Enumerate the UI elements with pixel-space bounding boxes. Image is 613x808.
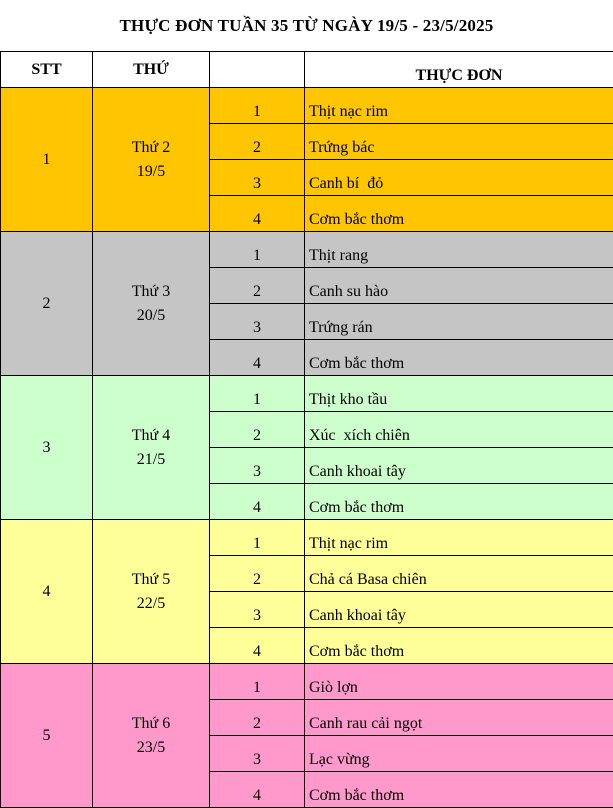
stt-cell: 4 (1, 520, 93, 664)
table-row (1, 88, 613, 124)
item-number: 1 (210, 664, 305, 700)
dish-name: Trứng bác (305, 124, 613, 160)
stt-cell: 1 (1, 88, 93, 232)
day-name: Thứ 2 (93, 136, 209, 160)
item-number: 4 (210, 196, 305, 232)
day-date: 22/5 (93, 592, 209, 616)
dish-name: Cơm bắc thơm (305, 340, 613, 376)
dish-name: Xúc xích chiên (305, 412, 613, 448)
stt-cell: 2 (1, 232, 93, 376)
day-cell (93, 664, 210, 808)
day-cell (93, 232, 210, 376)
day-date: 21/5 (93, 448, 209, 472)
item-number: 2 (210, 700, 305, 736)
dish-name: Canh khoai tây (305, 592, 613, 628)
header-menu: THỰC ĐƠN (305, 52, 613, 88)
dish-name: Trứng rán (305, 304, 613, 340)
dish-name: Canh khoai tây (305, 448, 613, 484)
item-number: 4 (210, 340, 305, 376)
day-name: Thứ 4 (93, 424, 209, 448)
table-row (1, 664, 613, 700)
item-number: 4 (210, 628, 305, 664)
dish-name: Giò lợn (305, 664, 613, 700)
dish-name: Cơm bắc thơm (305, 772, 613, 808)
item-number: 2 (210, 268, 305, 304)
item-number: 1 (210, 232, 305, 268)
item-number: 3 (210, 592, 305, 628)
dish-name: Cơm bắc thơm (305, 484, 613, 520)
dish-name: Canh bí đỏ (305, 160, 613, 196)
stt-cell: 3 (1, 376, 93, 520)
dish-name: Thịt nạc rim (305, 520, 613, 556)
menu-table (0, 51, 613, 808)
item-number: 2 (210, 124, 305, 160)
item-number: 3 (210, 448, 305, 484)
header-day: THỨ (93, 52, 210, 88)
day-name: Thứ 6 (93, 712, 209, 736)
dish-name: Cơm bắc thơm (305, 628, 613, 664)
dish-name: Chả cá Basa chiên (305, 556, 613, 592)
day-name: Thứ 3 (93, 280, 209, 304)
table-row (1, 232, 613, 268)
header-row (1, 52, 613, 88)
item-number: 1 (210, 520, 305, 556)
table-row (1, 376, 613, 412)
header-number (210, 52, 305, 88)
item-number: 4 (210, 772, 305, 808)
page-title: THỰC ĐƠN TUẦN 35 TỪ NGÀY 19/5 - 23/5/2025 (0, 0, 613, 51)
item-number: 1 (210, 376, 305, 412)
day-date: 20/5 (93, 304, 209, 328)
item-number: 2 (210, 556, 305, 592)
menu-body (1, 88, 613, 808)
stt-cell: 5 (1, 664, 93, 808)
item-number: 3 (210, 160, 305, 196)
item-number: 1 (210, 88, 305, 124)
day-cell (93, 88, 210, 232)
day-cell (93, 520, 210, 664)
dish-name: Canh su hào (305, 268, 613, 304)
dish-name: Thịt nạc rim (305, 88, 613, 124)
item-number: 2 (210, 412, 305, 448)
dish-name: Thịt rang (305, 232, 613, 268)
item-number: 3 (210, 304, 305, 340)
table-row (1, 520, 613, 556)
dish-name: Thịt kho tầu (305, 376, 613, 412)
day-date: 23/5 (93, 736, 209, 760)
item-number: 4 (210, 484, 305, 520)
header-stt: STT (1, 52, 93, 88)
day-name: Thứ 5 (93, 568, 209, 592)
dish-name: Cơm bắc thơm (305, 196, 613, 232)
day-cell (93, 376, 210, 520)
dish-name: Canh rau cải ngọt (305, 700, 613, 736)
day-date: 19/5 (93, 160, 209, 184)
item-number: 3 (210, 736, 305, 772)
dish-name: Lạc vừng (305, 736, 613, 772)
